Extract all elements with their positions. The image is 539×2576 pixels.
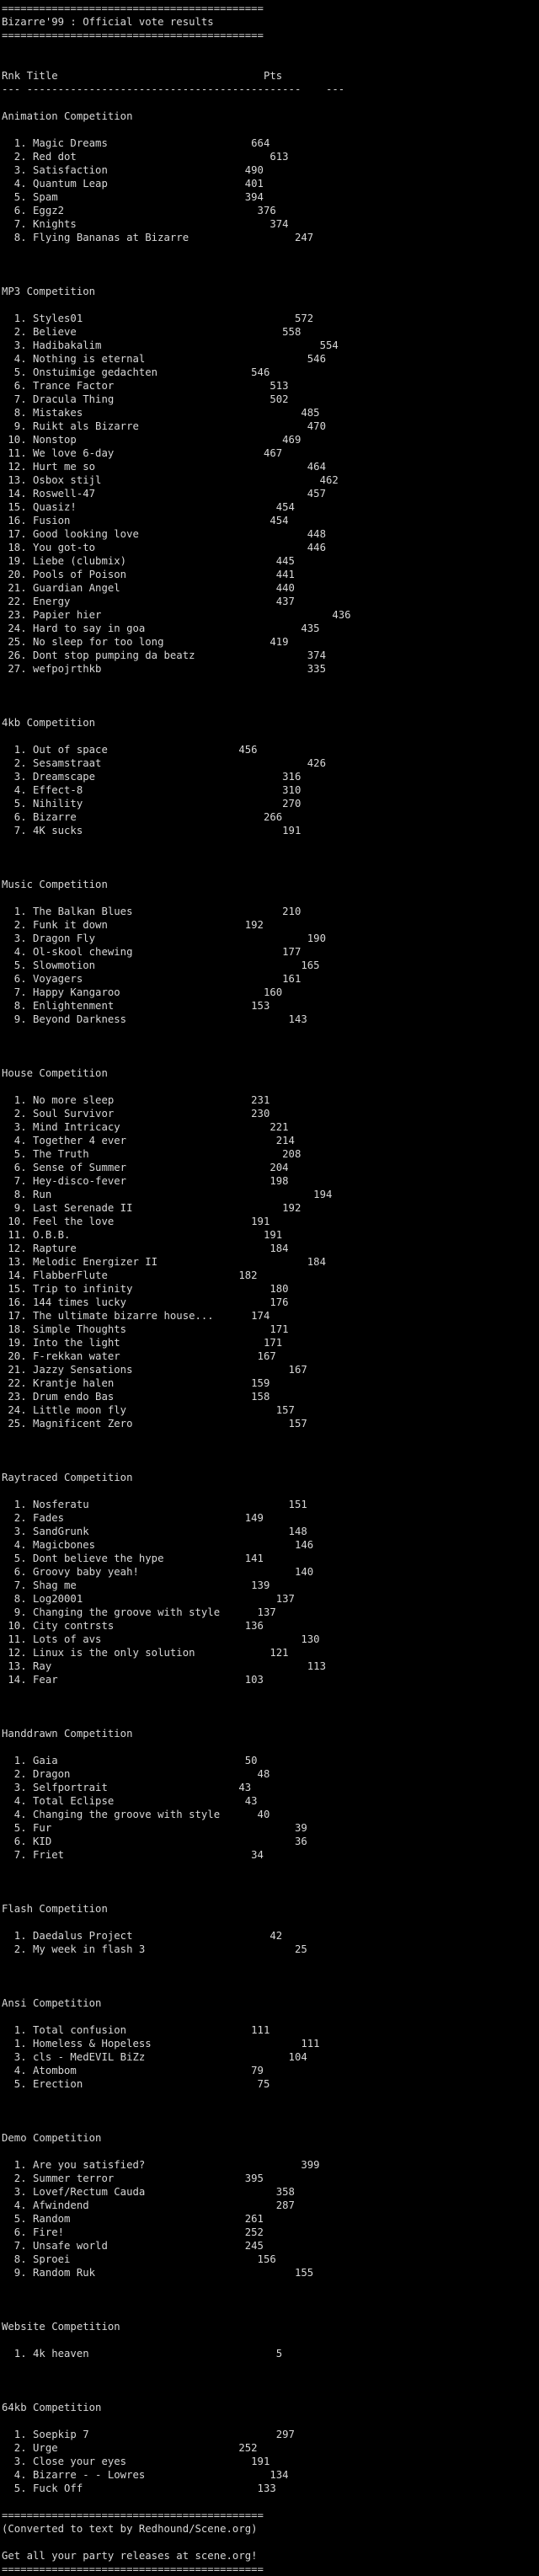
blank-line [2, 2333, 539, 2347]
blank-line [2, 2010, 539, 2023]
blank-line [2, 891, 539, 905]
text-line: 4. Effect-8 310 [2, 784, 302, 796]
text-line: 7. Friet 34 [2, 1849, 264, 1861]
text-line: 11. We love 6-day 467 [2, 447, 283, 459]
text-line: ========================================== [2, 2563, 264, 2575]
text-line: 3. Close your eyes 191 [2, 2456, 270, 2467]
text-line: 6. Fire! 252 [2, 2226, 264, 2238]
blank-line [2, 689, 539, 703]
text-line: 1. Homeless & Hopeless 111 [2, 2038, 320, 2050]
text-line: 21. Jazzy Sensations 167 [2, 1364, 307, 1376]
text-line: 3. Satisfaction 490 [2, 164, 264, 176]
text-line: 18. You got-to 446 [2, 542, 326, 553]
blank-line [2, 2414, 539, 2428]
text-line: 6. KID 36 [2, 1836, 307, 1847]
blank-line [2, 1862, 539, 1875]
blank-line [2, 2374, 539, 2387]
text-line: 8. Flying Bananas at Bizarre 247 [2, 232, 314, 243]
text-line: 7. Shag me 139 [2, 1579, 270, 1591]
blank-line [2, 1026, 539, 1039]
blank-line [2, 2145, 539, 2158]
text-line: 4. Nothing is eternal 546 [2, 353, 326, 365]
text-line: 12. Rapture 184 [2, 1243, 289, 1254]
text-line: 1. Magic Dreams 664 [2, 137, 270, 149]
text-line: 3. Hadibakalim 554 [2, 339, 339, 351]
blank-line [2, 1039, 539, 1053]
text-line: 24. Hard to say in goa 435 [2, 623, 320, 634]
text-line: 21. Guardian Angel 440 [2, 582, 295, 594]
text-line: 1. The Balkan Blues 210 [2, 906, 302, 917]
text-line: 5. Fuck Off 133 [2, 2482, 276, 2494]
blank-line [2, 2387, 539, 2401]
text-line: 9. Random Ruk 155 [2, 2267, 314, 2279]
text-line: 4. Atombom 79 [2, 2065, 264, 2076]
text-line: 12. Linux is the only solution 121 [2, 1647, 289, 1659]
text-line: 22. Energy 437 [2, 596, 295, 607]
blank-line [2, 1686, 539, 1700]
blank-line [2, 1889, 539, 1902]
text-line: 2. Sesamstraat 426 [2, 757, 326, 769]
text-line: 1. Nosferatu 151 [2, 1499, 307, 1510]
blank-line [2, 1740, 539, 1754]
text-line: 3. Dreamscape 316 [2, 771, 302, 783]
text-line: 6. Trance Factor 513 [2, 380, 289, 392]
blank-line [2, 123, 539, 136]
blank-line [2, 2091, 539, 2104]
text-line: Website Competition [2, 2321, 120, 2333]
blank-line [2, 703, 539, 716]
text-line: Demo Competition [2, 2132, 102, 2144]
text-line: 15. Trip to infinity 180 [2, 1283, 289, 1295]
text-line: 11. Lots of avs 130 [2, 1633, 320, 1645]
text-line: 2. Believe 558 [2, 326, 302, 338]
text-line: 6. Groovy baby yeah! 140 [2, 1566, 314, 1578]
blank-line [2, 864, 539, 878]
text-line: 3. SandGrunk 148 [2, 1526, 307, 1537]
text-line: 1. Total confusion 111 [2, 2024, 270, 2036]
text-line: 1. 4k heaven 5 [2, 2348, 283, 2360]
text-line: 8. Log20001 137 [2, 1593, 295, 1605]
text-line: Get all your party releases at scene.org! [2, 2550, 258, 2562]
text-line: 4. Magicbones 146 [2, 1539, 314, 1551]
text-line: 7. Happy Kangaroo 160 [2, 986, 283, 998]
text-line: 18. Simple Thoughts 171 [2, 1323, 289, 1335]
blank-line [2, 2104, 539, 2118]
text-line: 2. My week in flash 3 25 [2, 1943, 307, 1955]
text-line: 8. Sproei 156 [2, 2253, 276, 2265]
text-line: 16. 144 times lucky 176 [2, 1296, 289, 1308]
text-line: 13. Osbox stijl 462 [2, 474, 339, 486]
blank-line [2, 2495, 539, 2509]
text-line: 1. Gaia 50 [2, 1755, 258, 1766]
text-line: 15. Quasiz! 454 [2, 501, 295, 513]
text-line: 5. The Truth 208 [2, 1148, 302, 1160]
blank-line [2, 1969, 539, 1983]
text-line: 6. Voyagers 161 [2, 973, 302, 985]
text-line: 14. Fear 103 [2, 1674, 264, 1686]
text-line: 6. Eggz2 376 [2, 205, 276, 216]
text-line: 25. Magnificent Zero 157 [2, 1418, 307, 1430]
text-line: 16. Fusion 454 [2, 515, 289, 526]
text-line: 2. Summer terror 395 [2, 2172, 264, 2184]
text-line: ========================================== [2, 3, 264, 14]
text-line: Ansi Competition [2, 1997, 102, 2009]
text-line: ========================================== [2, 2509, 264, 2521]
blank-line [2, 2293, 539, 2306]
text-line: 17. Good looking love 448 [2, 528, 326, 540]
text-line: 7. Knights 374 [2, 218, 289, 230]
text-line: Raytraced Competition [2, 1472, 133, 1483]
text-line: 5. Nihility 270 [2, 798, 302, 810]
text-line: 9. Beyond Darkness 143 [2, 1013, 307, 1025]
blank-line [2, 1053, 539, 1066]
text-line: 6. Sense of Summer 204 [2, 1162, 289, 1173]
text-line: 4. Afwindend 287 [2, 2199, 295, 2211]
text-line: 2. Soul Survivor 230 [2, 1108, 270, 1120]
blank-line [2, 96, 539, 110]
text-line: 7. Dracula Thing 502 [2, 393, 289, 405]
text-line: 4. Quantum Leap 401 [2, 178, 264, 190]
text-line: 1. Soepkip 7 297 [2, 2429, 295, 2440]
blank-line [2, 1430, 539, 1444]
text-line: 3. Dragon Fly 190 [2, 933, 326, 944]
blank-line [2, 851, 539, 864]
text-line: 11. O.B.B. 191 [2, 1229, 283, 1241]
text-line: 5. Dont believe the hype 141 [2, 1553, 264, 1564]
blank-line [2, 2118, 539, 2131]
text-line: 24. Little moon fly 157 [2, 1404, 295, 1416]
text-line: Rnk Title Pts [2, 70, 283, 82]
text-line: 9. Ruikt als Bizarre 470 [2, 420, 326, 432]
blank-line [2, 1700, 539, 1713]
text-line: 1. Out of space 456 [2, 744, 258, 756]
text-line: 4. Changing the groove with style 40 [2, 1809, 270, 1820]
text-line: MP3 Competition [2, 286, 96, 297]
blank-line [2, 1956, 539, 1969]
blank-line [2, 1444, 539, 1457]
text-line: 12. Hurt me so 464 [2, 461, 326, 473]
text-line: 4. Bizarre - - Lowres 134 [2, 2469, 289, 2481]
text-line: 7. 4K sucks 191 [2, 825, 302, 836]
text-line: Handdrawn Competition [2, 1728, 133, 1740]
blank-line [2, 56, 539, 69]
text-line: 10. City contrsts 136 [2, 1620, 264, 1632]
text-line: 1. Styles01 572 [2, 313, 314, 324]
text-line: 4. Together 4 ever 214 [2, 1135, 295, 1146]
blank-line [2, 2306, 539, 2320]
text-line: 7. Unsafe world 245 [2, 2240, 264, 2252]
blank-line [2, 1875, 539, 1889]
blank-line [2, 2536, 539, 2549]
text-line: 19. Into the light 171 [2, 1337, 283, 1349]
blank-line [2, 2360, 539, 2374]
text-line: 5. Fur 39 [2, 1822, 307, 1834]
text-line: 2. Urge 252 [2, 2442, 258, 2454]
text-line: 23. Drum endo Bas 158 [2, 1391, 270, 1403]
text-line: Animation Competition [2, 110, 133, 122]
text-line: 20. Pools of Poison 441 [2, 569, 295, 580]
text-line: 13. Melodic Energizer II 184 [2, 1256, 326, 1268]
text-line: 8. Run 194 [2, 1189, 333, 1200]
text-line: 23. Papier hier 436 [2, 609, 351, 621]
text-line: 2. Red dot 613 [2, 151, 289, 163]
text-line: 4. Total Eclipse 43 [2, 1795, 258, 1807]
blank-line [2, 1080, 539, 1093]
text-line: Music Competition [2, 879, 108, 890]
text-line: --- -------------------------------------------- --- [2, 83, 345, 95]
text-line: 5. Erection 75 [2, 2078, 270, 2090]
text-line: 1. Daedalus Project 42 [2, 1930, 283, 1942]
text-line: House Competition [2, 1067, 108, 1079]
text-line: (Converted to text by Redhound/Scene.org) [2, 2523, 258, 2535]
text-line: 8. Enlightenment 153 [2, 1000, 270, 1012]
text-line: 5. Spam 394 [2, 191, 264, 203]
text-line: 3. Lovef/Rectum Cauda 358 [2, 2186, 295, 2198]
text-line: 19. Liebe (clubmix) 445 [2, 555, 295, 567]
blank-line [2, 1484, 539, 1498]
text-line: 5. Onstuimige gedachten 546 [2, 366, 270, 378]
text-line: 10. Feel the love 191 [2, 1216, 270, 1227]
text-line: 13. Ray 113 [2, 1660, 326, 1672]
blank-line [2, 271, 539, 285]
text-line: 25. No sleep for too long 419 [2, 636, 289, 648]
text-line: 4. Ol-skool chewing 177 [2, 946, 302, 958]
text-line: 20. F-rekkan water 167 [2, 1350, 276, 1362]
blank-line [2, 1983, 539, 1996]
text-line: 27. wefpojrthkb 335 [2, 663, 326, 675]
text-line: 9. Last Serenade II 192 [2, 1202, 302, 1214]
text-line: 1. No more sleep 231 [2, 1094, 270, 1106]
text-line: 2. Fades 149 [2, 1512, 264, 1524]
text-line: 6. Bizarre 266 [2, 811, 283, 823]
blank-line [2, 2279, 539, 2293]
blank-line [2, 258, 539, 271]
text-line: 4kb Competition [2, 717, 96, 729]
text-line: 7. Hey-disco-fever 198 [2, 1175, 289, 1187]
text-line: Bizarre'99 : Official vote results [2, 16, 214, 28]
blank-line [2, 676, 539, 689]
text-line: 9. Changing the groove with style 137 [2, 1606, 276, 1618]
text-line: 14. Roswell-47 457 [2, 488, 326, 500]
text-line: 5. Random 261 [2, 2213, 264, 2225]
blank-line [2, 1916, 539, 1929]
text-line: 8. Mistakes 485 [2, 407, 320, 419]
blank-line [2, 244, 539, 258]
text-line: 2. Funk it down 192 [2, 919, 264, 931]
blank-line [2, 298, 539, 312]
text-line: 14. FlabberFlute 182 [2, 1269, 258, 1281]
blank-line [2, 837, 539, 851]
text-line: 10. Nonstop 469 [2, 434, 302, 446]
blank-line [2, 42, 539, 56]
text-line: 26. Dont stop pumping da beatz 374 [2, 649, 326, 661]
text-line: 3. Mind Intricacy 221 [2, 1121, 289, 1133]
text-line: Flash Competition [2, 1903, 108, 1915]
text-line: 2. Dragon 48 [2, 1768, 270, 1780]
text-line: 22. Krantje halen 159 [2, 1377, 270, 1389]
text-line: 3. Selfportrait 43 [2, 1782, 252, 1793]
text-line: 5. Slowmotion 165 [2, 959, 320, 971]
text-line: 64kb Competition [2, 2402, 102, 2413]
text-line: 17. The ultimate bizarre house... 174 [2, 1310, 270, 1322]
text-line: 1. Are you satisfied? 399 [2, 2159, 320, 2171]
blank-line [2, 1457, 539, 1471]
blank-line [2, 1713, 539, 1727]
text-line: 3. cls - MedEVIL BiZz 104 [2, 2051, 307, 2063]
blank-line [2, 730, 539, 743]
text-line: ========================================== [2, 29, 264, 41]
